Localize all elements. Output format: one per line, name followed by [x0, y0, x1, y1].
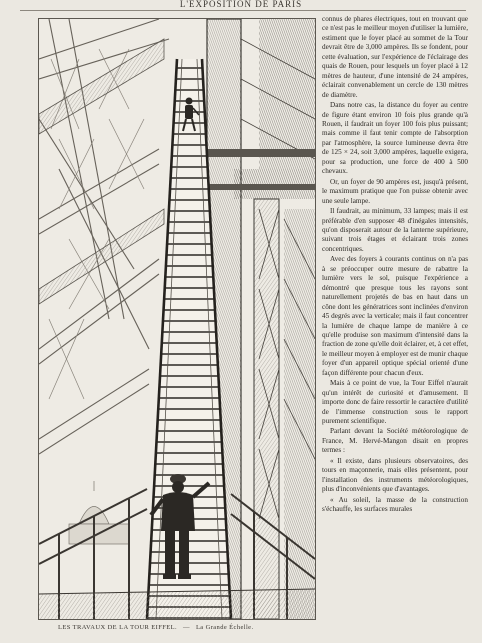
article-quote-paragraph: « Au soleil, la masse de la construction s'échauffe, les surfaces murales — [322, 495, 468, 514]
article-paragraph: Parlant devant la Société météorologique de France, M. Hervé-Mangon disait en propres termes : — [322, 427, 468, 455]
running-head: L'EXPOSITION DE PARIS — [179, 0, 303, 9]
article-paragraph: Mais à ce point de vue, la Tour Eiffel n'aurait qu'un intérêt de curiosité et d'amusement. Il importe donc de faire ressortir le caractère d'utilité de l'immense construction sous le rapport purement scientifique. — [322, 379, 468, 426]
article-paragraph: Avec des foyers à courants continus on n'a pas à se préoccuper outre mesure de rabattre la lumière vers le sol, puisque l'expérience a démontré que presque tous les rayons sont naturellement projetés de bas en haut dans un cône dont les génératrices sont inclinées d'environ 45 degrés avec la verticale; mais il faut concentrer la lumière de chaque lampe de manière à ce qu'elle produise son maximum d'intensité dans la fraction de zone qu'elle doit éclairer, et, à cet effet, le meilleur moyen à employer est de munir chaque foyer d'un appareil optique spécial orienté d'une façon différente pour chacun d'eux. — [322, 255, 468, 377]
article-paragraph: Or, un foyer de 90 ampères est, jusqu'à présent, le maximum pratique que l'on puisse obtenir avec une seule lampe. — [322, 177, 468, 205]
figure-caption — [58, 624, 318, 636]
caption-subtitle: La Grande Échelle. — [195, 624, 254, 631]
article-paragraph: Il faudrait, au minimum, 33 lampes; mais il est préférable d'en supposer 48 d'inégales intensités, qu'on disposerait autour de la lanterne supérieure, suivant trois étages et éclairant trois zones concentriques. — [322, 207, 468, 253]
article-paragraph: connus de phares électriques, tout en trouvant que ce n'est pas le meilleur moyen d'utiliser la lumière, estiment que le foyer placé au sommet de la Tour devrait être de 3,000 ampères. Ils se fondent, pour cette évaluation, sur l'expérience de l'éclairage des quais de Rouen, pour lesquels un foyer placé à 12 mètres de hauteur, d'une intensité de 24 ampères, éclairait convenablement un cercle de 130 mètres de diamètre. — [322, 15, 468, 99]
caption-separator: — — [183, 624, 190, 631]
header-rule — [20, 10, 466, 11]
article-column — [322, 15, 468, 635]
article-quote-paragraph: « Il existe, dans plusieurs observatoires, des tours en maçonnerie, mais elles présentent, pour l'installation des instruments météorologiques, plus d'inconvénients que d'avantages. — [322, 456, 468, 494]
eiffel-tower-ladder-engraving — [38, 18, 316, 620]
caption-title: LES TRAVAUX DE LA TOUR EIFFEL. — [58, 624, 178, 631]
article-paragraph: Dans notre cas, la distance du foyer au centre de figure étant environ 10 fois plus grande qu'à Rouen, il faudrait un foyer 100 fois plus puissant; mais comme il faut tenir compte de l'absorption par l'atmosphère, la source lumineuse devra être de 125 × 24, soit 3,000 ampères, laquelle exigera, pour sa production, une force de 400 à 500 chevaux. — [322, 101, 468, 176]
